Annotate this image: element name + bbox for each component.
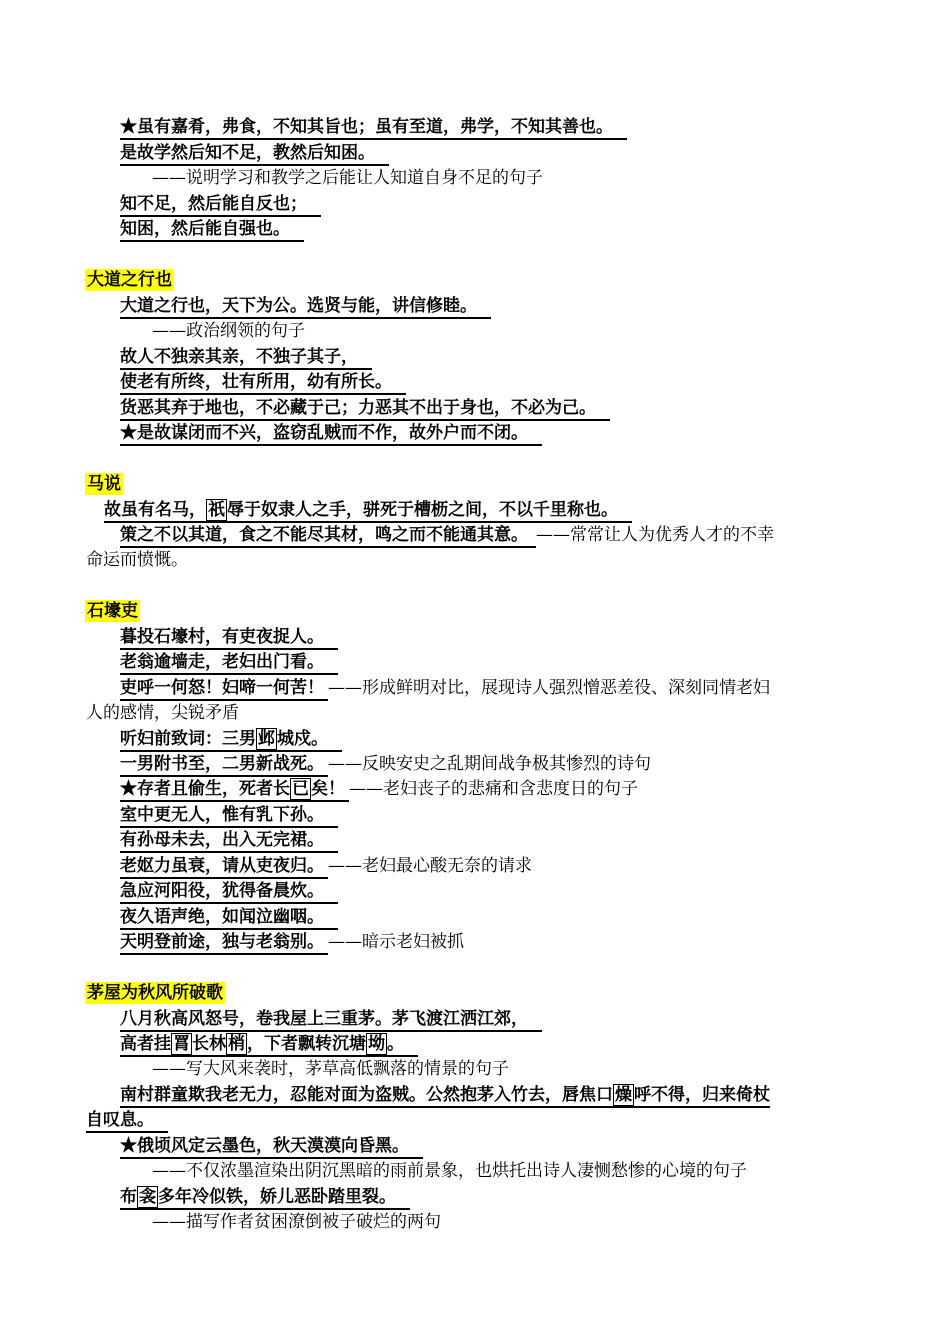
verse-line: 天明登前途，独与老翁别。 ——暗示老妇被抓 [120, 931, 464, 953]
annotation: ——形成鲜明对比，展现诗人强烈憎恶差役、深刻同情老妇 [328, 678, 770, 698]
verse-line: 布 衾 多年冷似铁，娇儿恶卧踏里裂。 [120, 1186, 410, 1208]
verse-line: 八月秋高风怒号，卷我屋上三重茅。茅飞渡江洒江郊， [120, 1008, 542, 1030]
verse-line: 老翁逾墙走，老妇出门看。 [120, 651, 338, 673]
section-title: 茅屋为秋风所破歌 [87, 983, 223, 1003]
boxed-character: 祇 [208, 500, 225, 520]
verse-line: 知不足，然后能自反也； [120, 193, 321, 215]
annotation: ——反映安史之乱期间战争极其惨烈的诗句 [328, 754, 651, 774]
verse-line: 知困，然后能自强也。 [120, 218, 304, 240]
verse-line: 使老有所终，壮有所用，幼有所长。 [120, 371, 406, 393]
boxed-character: 坳 [368, 1034, 385, 1054]
verse-line: 货恶其弃于地也，不必藏于己；力恶其不出于身也，不必为己。 [120, 397, 610, 419]
verse-line: ★虽有嘉肴，弗食，不知其旨也；虽有至道，弗学，不知其善也。 [120, 116, 627, 138]
annotation: ——老妇最心酸无奈的请求 [328, 856, 532, 876]
verse-line: 策之不以其道，食之不能尽其材，鸣之而不能通其意。 ——常常让人为优秀人才的不幸 [120, 524, 774, 546]
boxed-character: 邺 [258, 729, 275, 749]
annotation: ——暗示老妇被抓 [328, 932, 464, 952]
section-title: 马说 [87, 474, 121, 494]
verse-line: 吏呼一何怒！妇啼一何苦！ ——形成鲜明对比，展现诗人强烈憎恶差役、深刻同情老妇 [120, 677, 770, 699]
boxed-character: 已 [292, 779, 309, 799]
verse-line: 南村群童欺我老无力，忍能对面为盗贼。公然抱茅入竹去，唇焦口 燥 呼不得，归来倚杖 [120, 1084, 770, 1106]
boxed-character: 衾 [139, 1187, 156, 1207]
annotation-line: ——政治纲领的句子 [152, 321, 305, 341]
annotation-wrap: 命运而愤慨。 [86, 550, 188, 570]
verse-line: ★俄顷风定云墨色，秋天漠漠向昏黑。 [120, 1135, 423, 1157]
boxed-character: 罥 [173, 1034, 190, 1054]
verse-line: 是故学然后知不足，教然后知困。 [120, 142, 389, 164]
verse-line: 大道之行也，天下为公。选贤与能，讲信修睦。 [120, 295, 491, 317]
verse-line: 听妇前致词：三男 邺 城戍。 [120, 728, 342, 750]
annotation-line: ——写大风来袭时，茅草高低飘落的情景的句子 [152, 1059, 509, 1079]
verse-line: ★存者且偷生，死者长 已 矣！ ——老妇丧子的悲痛和含悲度日的句子 [120, 778, 638, 800]
annotation: ——老妇丧子的悲痛和含悲度日的句子 [349, 779, 638, 799]
annotation-wrap: 人的感情，尖锐矛盾 [86, 703, 239, 723]
annotation: ——常常让人为优秀人才的不幸 [536, 525, 774, 545]
verse-line: 高者挂 罥 长林 梢 ，下者飘转沉塘 坳 。 [120, 1033, 418, 1055]
verse-line: 急应河阳役，犹得备晨炊。 [120, 880, 338, 902]
boxed-character: 燥 [615, 1085, 632, 1105]
verse-line: 老妪力虽衰，请从吏夜归。 ——老妇最心酸无奈的请求 [120, 855, 532, 877]
section-title: 大道之行也 [87, 270, 172, 290]
annotation-line: ——不仅浓墨渲染出阴沉黑暗的雨前景象，也烘托出诗人凄恻愁惨的心境的句子 [152, 1161, 747, 1181]
annotation-line: ——说明学习和教学之后能让人知道自身不足的句子 [152, 168, 543, 188]
verse-line: 室中更无人，惟有乳下孙。 [120, 804, 338, 826]
verse-line: 暮投石壕村，有吏夜捉人。 [120, 626, 338, 648]
verse-line: 有孙母未去，出入无完裙。 [120, 829, 338, 851]
verse-line: 故人不独亲其亲，不独子其子， [120, 346, 372, 368]
boxed-character: 梢 [228, 1034, 245, 1054]
verse-line: 夜久语声绝，如闻泣幽咽。 [120, 906, 338, 928]
verse-line: 一男附书至，二男新战死。 ——反映安史之乱期间战争极其惨烈的诗句 [120, 753, 651, 775]
section-title: 石壕吏 [87, 601, 138, 621]
verse-line: ★是故谋闭而不兴，盗窃乱贼而不作，故外户而不闭。 [120, 422, 542, 444]
annotation-line: ——描写作者贫困潦倒被子破烂的两句 [152, 1212, 441, 1232]
verse-line: 故虽有名马， 祇 辱于奴隶人之手，骈死于槽枥之间，不以千里称也。 [104, 499, 632, 521]
verse-line-wrap: 自叹息。 [86, 1109, 168, 1131]
